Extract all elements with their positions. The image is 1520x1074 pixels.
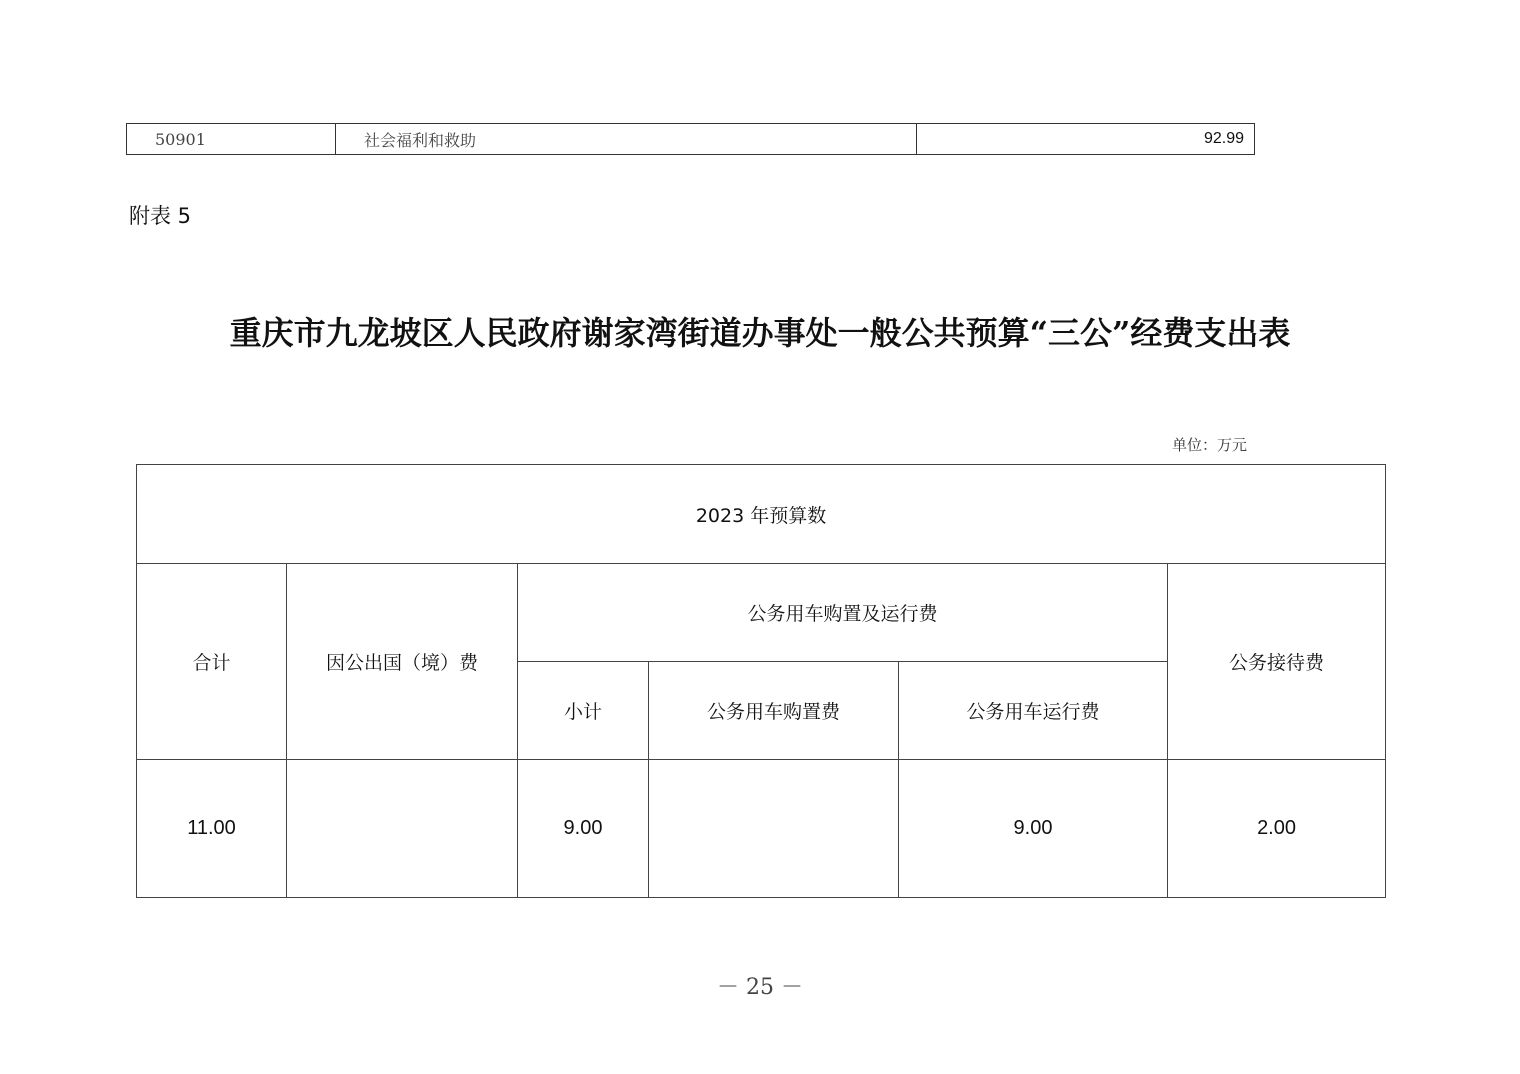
previous-table-last-row <box>126 123 1255 155</box>
unit-label: 单位：万元 <box>1172 436 1248 454</box>
vehicle-operation-header-cell: 公务用车运行费 <box>899 662 1168 760</box>
table-row <box>137 465 1386 564</box>
vehicle-operation-value-cell: 9.00 <box>899 760 1168 898</box>
overseas-value-cell <box>287 760 518 898</box>
total-header-cell: 合计 <box>137 564 287 760</box>
subject-code-cell: 50901 <box>127 124 336 155</box>
amount-cell: 92.99 <box>917 124 1255 155</box>
table-row <box>137 564 1386 662</box>
vehicle-purchase-value-cell <box>649 760 899 898</box>
subject-name-cell: 社会福利和救助 <box>336 124 917 155</box>
reception-value-cell: 2.00 <box>1168 760 1386 898</box>
reception-header-cell: 公务接待费 <box>1168 564 1386 760</box>
vehicle-purchase-header-cell: 公务用车购置费 <box>649 662 899 760</box>
page-title: 重庆市九龙坡区人民政府谢家湾街道办事处一般公共预算“三公”经费支出表 <box>229 314 1291 352</box>
vehicle-subtotal-value-cell: 9.00 <box>518 760 649 898</box>
total-value-cell: 11.00 <box>137 760 287 898</box>
vehicle-subtotal-header-cell: 小计 <box>518 662 649 760</box>
appendix-label: 附表 5 <box>129 204 192 228</box>
page-number: － 25 － <box>717 975 803 1000</box>
table-row <box>127 124 1255 155</box>
overseas-header-cell: 因公出国（境）费 <box>287 564 518 760</box>
table-row <box>137 760 1386 898</box>
vehicle-group-header-cell: 公务用车购置及运行费 <box>518 564 1168 662</box>
year-header-cell: 2023 年预算数 <box>137 465 1386 564</box>
three-public-expenses-table <box>136 464 1386 898</box>
